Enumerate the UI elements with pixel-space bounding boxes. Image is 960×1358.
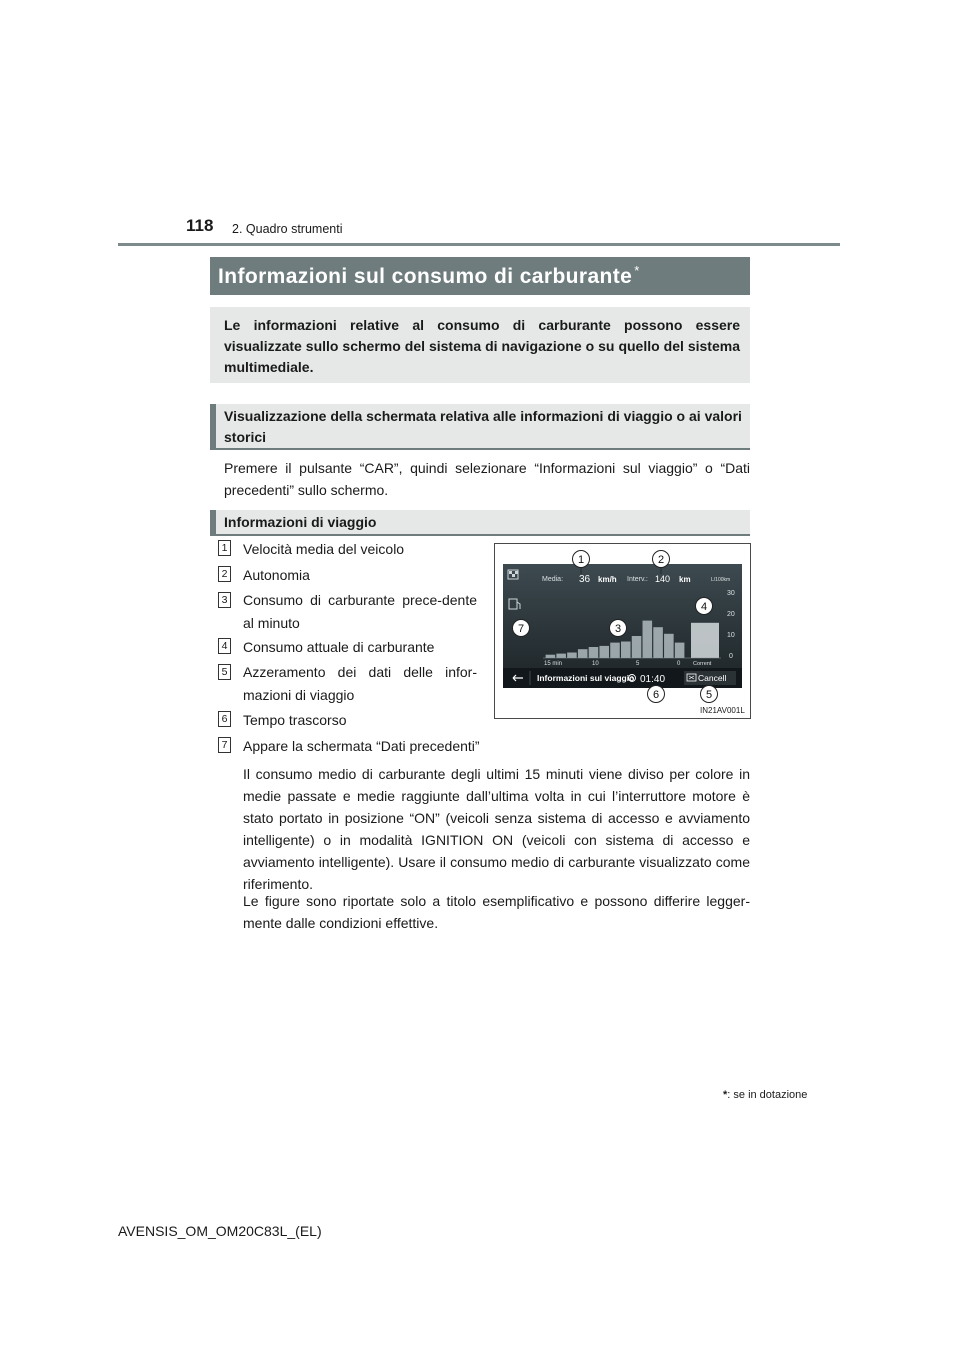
interv-unit: km — [679, 575, 691, 584]
paragraph-average: Il consumo medio di carburante degli ultimi 15 minuti viene diviso per colore in medie passate e medie raggiunte dall’ultima volta in cui l’interruttore motore è stato portato in posizione “ON” (veicoli senza sistema di accesso e avviamento intelligente) o in modalità IGNITION ON (veicoli con sistema di accesso e avviamento intelligente). Usare il consumo medio di carburante visualizzato come riferimento. — [243, 766, 750, 892]
x-tick: Corrent — [693, 661, 712, 667]
history-bar — [610, 643, 620, 658]
cancel-label: Cancell — [698, 673, 727, 683]
callout-1 — [573, 551, 590, 568]
current-bar — [691, 623, 719, 658]
paragraph-disclaimer: Le figure sono riportate solo a titolo esemplificativo e possono differire legger-mente dalle condizioni effettive. — [243, 893, 750, 931]
history-bar — [621, 642, 631, 659]
media-value: 36 — [579, 574, 591, 585]
svg-text:3: 3 — [614, 623, 622, 635]
footer-code: AVENSIS_OM_OM20C83L_(EL) — [118, 1223, 322, 1239]
section1-body: Premere il pulsante “CAR”, quindi selezionare “Informazioni sul viaggio” o “Dati precedenti” sullo schermo. — [224, 460, 750, 498]
screen-illustration-frame — [494, 543, 751, 719]
list-item-6: Tempo trascorso — [243, 712, 347, 728]
svg-text:2: 2 — [657, 554, 665, 566]
history-bar — [643, 621, 653, 658]
page-number: 118 — [186, 216, 214, 235]
page-title — [218, 263, 640, 289]
history-bar — [556, 654, 566, 658]
title-star: * — [634, 263, 640, 278]
section2-heading: Informazioni di viaggio — [224, 514, 377, 530]
list-number-badge: 4 — [218, 638, 231, 654]
callout-6 — [648, 686, 665, 703]
screen-illustration — [495, 544, 750, 718]
y-tick: 0 — [729, 653, 733, 660]
callout-4 — [696, 598, 713, 615]
x-tick: 10 — [592, 661, 599, 667]
intro-box — [210, 307, 750, 383]
page-title-text: Informazioni sul consumo di carburante — [218, 265, 633, 288]
footnote-star: * — [723, 1089, 728, 1101]
media-label: Media: — [542, 576, 564, 583]
svg-text:6: 6 — [652, 689, 660, 701]
history-bar — [578, 649, 588, 658]
trip-info-title: Informazioni sul viaggio — [537, 673, 635, 683]
media-unit: km/h — [598, 575, 617, 584]
header-rule — [118, 243, 840, 246]
intro-text: Le informazioni relative al consumo di carburante possono essere visualizzate sullo schermo del sistema di navigazione o su quello del sistema multimediale. — [224, 317, 740, 375]
list-item-3: Consumo di carburante prece-dente al minuto — [243, 592, 477, 631]
y-tick: 20 — [727, 611, 735, 618]
callout-3 — [610, 620, 627, 637]
title-bar — [210, 257, 750, 295]
footnote — [723, 1089, 807, 1101]
list-item-5: Azzeramento dei dati delle infor-mazioni di viaggio — [243, 664, 477, 703]
footnote-text: : se in dotazione — [727, 1089, 808, 1101]
list-number-badge: 5 — [218, 664, 231, 680]
callout-2 — [653, 551, 670, 568]
unit-label: L/100km — [711, 577, 731, 583]
list-number-badge: 2 — [218, 566, 231, 582]
svg-text:4: 4 — [700, 601, 708, 613]
y-tick: 10 — [727, 632, 735, 639]
x-tick: 15 min — [544, 661, 563, 667]
y-tick: 30 — [727, 590, 735, 597]
interv-value: 140 — [655, 574, 671, 584]
list-item-2: Autonomia — [243, 567, 310, 583]
history-bar — [567, 653, 577, 659]
callout-5 — [701, 686, 718, 703]
history-bar — [632, 636, 642, 658]
svg-text:1: 1 — [577, 554, 585, 566]
elapsed-time: 01:40 — [640, 674, 666, 685]
list-item-1: Velocità media del veicolo — [243, 541, 405, 557]
list-number-badge: 6 — [218, 711, 231, 727]
section1-heading-box — [210, 404, 750, 450]
list-number-badge: 1 — [218, 540, 231, 556]
image-code: IN21AV001L — [700, 706, 745, 715]
section2-heading-bar — [210, 510, 216, 534]
svg-text:5: 5 — [705, 689, 713, 701]
list-number-badge: 3 — [218, 592, 231, 608]
x-tick: 5 — [636, 661, 640, 667]
interv-label: Interv.: — [627, 576, 648, 583]
callout-7 — [513, 620, 530, 637]
x-tick: 0 — [677, 661, 681, 667]
history-bar — [546, 655, 556, 658]
section1-heading-bar — [210, 404, 216, 448]
svg-text:7: 7 — [517, 623, 525, 635]
section2-heading-box — [210, 510, 750, 536]
history-bar — [589, 647, 599, 658]
section-label: 2. Quadro strumenti — [232, 222, 343, 236]
list-item-4: Consumo attuale di carburante — [243, 639, 435, 655]
list-number-badge: 7 — [218, 737, 231, 753]
section1-heading: Visualizzazione della schermata relativa alle informazioni di viaggio o ai valori storici — [224, 408, 742, 445]
history-bar — [675, 643, 685, 658]
list-item-7: Appare la schermata “Dati precedenti” — [243, 738, 480, 754]
history-bar — [653, 627, 663, 658]
history-bar — [599, 646, 609, 658]
history-bar — [664, 634, 674, 658]
